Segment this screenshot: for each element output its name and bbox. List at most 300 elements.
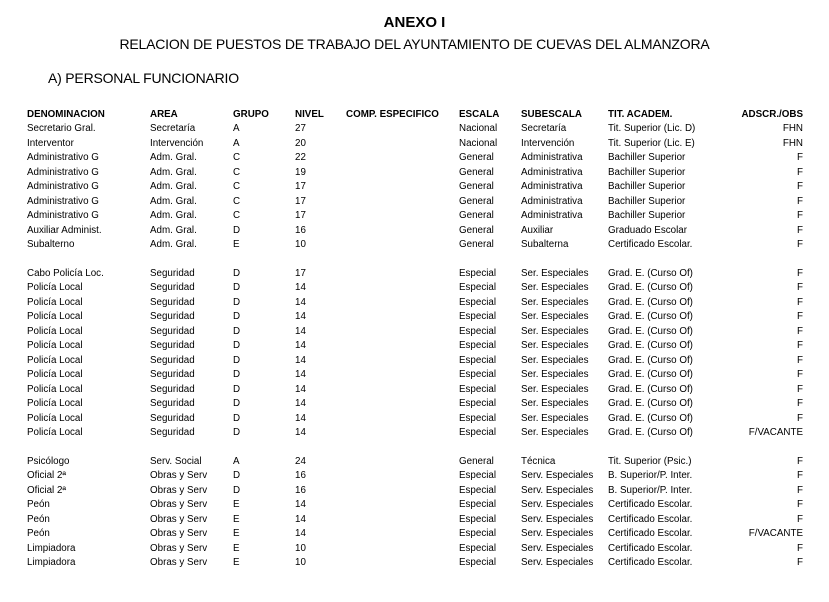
cell-adscr-obs: F <box>797 557 803 569</box>
cell-adscr-obs: F <box>797 455 803 467</box>
cell-tit-academ: Certificado Escolar. <box>608 239 693 251</box>
cell-denominacion: Policía Local <box>27 383 83 395</box>
separator-cell <box>27 253 803 267</box>
cell-escala: General <box>459 224 494 236</box>
cell-area: Serv. Social <box>150 455 202 467</box>
cell-nivel: 17 <box>295 210 306 222</box>
cell-area: Seguridad <box>150 354 195 366</box>
cell-denominacion: Policía Local <box>27 398 83 410</box>
cell-adscr-obs: F <box>797 267 803 279</box>
cell-adscr-obs: F/VACANTE <box>748 426 803 438</box>
cell-nivel: 17 <box>295 267 306 279</box>
cell-nivel: 17 <box>295 195 306 207</box>
cell-nivel: 16 <box>295 484 306 496</box>
cell-nivel: 14 <box>295 513 306 525</box>
cell-area: Seguridad <box>150 383 195 395</box>
group-separator <box>27 253 803 267</box>
cell-comp-especifico <box>346 166 459 180</box>
cell-escala: General <box>459 166 494 178</box>
cell-grupo: A <box>233 137 240 149</box>
cell-denominacion: Administrativo G <box>27 166 99 178</box>
table-row <box>27 180 803 194</box>
cell-denominacion: Policía Local <box>27 296 83 308</box>
cell-grupo: D <box>233 296 241 308</box>
cell-nivel: 14 <box>295 426 306 438</box>
cell-subescala: Ser. Especiales <box>521 267 589 279</box>
cell-tit-academ: Bachiller Superior <box>608 210 686 222</box>
table-row <box>27 527 803 541</box>
cell-tit-academ: Bachiller Superior <box>608 166 686 178</box>
cell-adscr-obs: F <box>797 210 803 222</box>
cell-tit-academ: Certificado Escolar. <box>608 499 693 511</box>
cell-subescala: Ser. Especiales <box>521 282 589 294</box>
cell-nivel: 14 <box>295 340 306 352</box>
cell-area: Obras y Serv <box>150 528 208 540</box>
cell-subescala: Ser. Especiales <box>521 296 589 308</box>
cell-area: Secretaría <box>150 123 196 135</box>
cell-grupo: A <box>233 123 240 135</box>
positions-table <box>27 108 803 570</box>
cell-escala: Especial <box>459 513 497 525</box>
cell-subescala: Ser. Especiales <box>521 412 589 424</box>
cell-grupo: D <box>233 398 241 410</box>
cell-area: Seguridad <box>150 426 195 438</box>
cell-adscr-obs: F <box>797 325 803 337</box>
cell-comp-especifico <box>346 296 459 310</box>
cell-area: Seguridad <box>150 267 195 279</box>
cell-escala: General <box>459 239 494 251</box>
cell-denominacion: Policía Local <box>27 354 83 366</box>
cell-area: Obras y Serv <box>150 470 208 482</box>
cell-nivel: 10 <box>295 542 306 554</box>
table-row <box>27 267 803 281</box>
cell-grupo: D <box>233 311 241 323</box>
table-row <box>27 556 803 570</box>
cell-grupo: D <box>233 354 241 366</box>
cell-area: Seguridad <box>150 325 195 337</box>
cell-comp-especifico <box>346 209 459 223</box>
cell-comp-especifico <box>346 383 459 397</box>
cell-comp-especifico <box>346 455 459 469</box>
cell-denominacion: Policía Local <box>27 426 83 438</box>
cell-adscr-obs: F <box>797 470 803 482</box>
cell-subescala: Serv. Especiales <box>521 513 594 525</box>
cell-subescala: Técnica <box>521 455 556 467</box>
cell-tit-academ: Certificado Escolar. <box>608 542 693 554</box>
cell-comp-especifico <box>346 224 459 238</box>
cell-comp-especifico <box>346 484 459 498</box>
cell-nivel: 14 <box>295 311 306 323</box>
cell-comp-especifico <box>346 281 459 295</box>
cell-nivel: 10 <box>295 239 306 251</box>
cell-grupo: C <box>233 166 241 178</box>
col-grupo: GRUPO <box>233 109 269 120</box>
cell-nivel: 10 <box>295 557 306 569</box>
cell-tit-academ: Grad. E. (Curso Of) <box>608 383 693 395</box>
cell-nivel: 14 <box>295 383 306 395</box>
table-row <box>27 195 803 209</box>
table-row <box>27 224 803 238</box>
cell-tit-academ: Certificado Escolar. <box>608 557 693 569</box>
separator-cell <box>27 440 803 454</box>
cell-nivel: 22 <box>295 152 306 164</box>
cell-subescala: Intervención <box>521 137 575 149</box>
cell-adscr-obs: F <box>797 152 803 164</box>
cell-denominacion: Secretario Gral. <box>27 123 96 135</box>
cell-escala: General <box>459 195 494 207</box>
cell-area: Adm. Gral. <box>150 224 197 236</box>
cell-grupo: E <box>233 528 240 540</box>
section-heading: A) PERSONAL FUNCIONARIO <box>48 70 239 86</box>
cell-denominacion: Peón <box>27 528 50 540</box>
cell-adscr-obs: F <box>797 195 803 207</box>
cell-grupo: D <box>233 426 241 438</box>
cell-comp-especifico <box>346 137 459 151</box>
table-row <box>27 209 803 223</box>
col-adscr-obs: ADSCR./OBS <box>741 109 803 120</box>
cell-tit-academ: Grad. E. (Curso Of) <box>608 426 693 438</box>
cell-area: Seguridad <box>150 282 195 294</box>
cell-tit-academ: Certificado Escolar. <box>608 528 693 540</box>
table-row <box>27 397 803 411</box>
table-row <box>27 542 803 556</box>
cell-comp-especifico <box>346 238 459 252</box>
cell-grupo: D <box>233 470 241 482</box>
cell-escala: Especial <box>459 398 497 410</box>
table-body <box>27 122 803 570</box>
cell-escala: General <box>459 181 494 193</box>
cell-escala: Especial <box>459 426 497 438</box>
col-denominacion: DENOMINACION <box>27 109 105 120</box>
cell-grupo: C <box>233 195 241 207</box>
cell-nivel: 14 <box>295 325 306 337</box>
cell-grupo: A <box>233 455 240 467</box>
cell-grupo: C <box>233 210 241 222</box>
cell-comp-especifico <box>346 325 459 339</box>
table-row <box>27 368 803 382</box>
cell-area: Obras y Serv <box>150 542 208 554</box>
col-nivel: NIVEL <box>295 109 324 120</box>
cell-comp-especifico <box>346 426 459 440</box>
table-row <box>27 513 803 527</box>
cell-grupo: D <box>233 267 241 279</box>
cell-adscr-obs: F <box>797 181 803 193</box>
cell-comp-especifico <box>346 195 459 209</box>
cell-grupo: E <box>233 239 240 251</box>
cell-nivel: 17 <box>295 181 306 193</box>
cell-comp-especifico <box>346 310 459 324</box>
col-area: AREA <box>150 109 178 120</box>
cell-adscr-obs: F <box>797 412 803 424</box>
cell-escala: Especial <box>459 296 497 308</box>
cell-denominacion: Administrativo G <box>27 195 99 207</box>
cell-area: Adm. Gral. <box>150 210 197 222</box>
cell-area: Seguridad <box>150 412 195 424</box>
cell-nivel: 14 <box>295 354 306 366</box>
cell-adscr-obs: F <box>797 542 803 554</box>
table-row <box>27 354 803 368</box>
cell-denominacion: Oficial 2ª <box>27 470 67 482</box>
table-row <box>27 455 803 469</box>
cell-adscr-obs: F <box>797 282 803 294</box>
cell-tit-academ: Grad. E. (Curso Of) <box>608 412 693 424</box>
cell-tit-academ: B. Superior/P. Inter. <box>608 470 693 482</box>
cell-area: Adm. Gral. <box>150 239 197 251</box>
cell-nivel: 14 <box>295 282 306 294</box>
cell-tit-academ: Tit. Superior (Psic.) <box>608 455 692 467</box>
table-row <box>27 339 803 353</box>
cell-grupo: C <box>233 152 241 164</box>
cell-denominacion: Limpiadora <box>27 557 76 569</box>
cell-subescala: Administrativa <box>521 210 583 222</box>
cell-escala: Especial <box>459 369 497 381</box>
cell-subescala: Ser. Especiales <box>521 325 589 337</box>
cell-grupo: C <box>233 181 241 193</box>
cell-subescala: Ser. Especiales <box>521 398 589 410</box>
cell-adscr-obs: FHN <box>782 137 803 149</box>
cell-escala: Especial <box>459 528 497 540</box>
cell-tit-academ: Grad. E. (Curso Of) <box>608 398 693 410</box>
cell-comp-especifico <box>346 397 459 411</box>
table-header-row <box>27 108 803 122</box>
cell-comp-especifico <box>346 180 459 194</box>
cell-denominacion: Limpiadora <box>27 542 76 554</box>
cell-tit-academ: Tit. Superior (Lic. D) <box>608 123 696 135</box>
cell-escala: Especial <box>459 542 497 554</box>
cell-tit-academ: Bachiller Superior <box>608 181 686 193</box>
cell-subescala: Serv. Especiales <box>521 542 594 554</box>
cell-subescala: Ser. Especiales <box>521 340 589 352</box>
cell-grupo: D <box>233 325 241 337</box>
cell-area: Seguridad <box>150 398 195 410</box>
cell-comp-especifico <box>346 368 459 382</box>
cell-adscr-obs: F <box>797 340 803 352</box>
cell-subescala: Serv. Especiales <box>521 499 594 511</box>
cell-subescala: Ser. Especiales <box>521 354 589 366</box>
cell-nivel: 19 <box>295 166 306 178</box>
cell-denominacion: Policía Local <box>27 340 83 352</box>
cell-comp-especifico <box>346 556 459 570</box>
cell-denominacion: Peón <box>27 513 50 525</box>
cell-subescala: Serv. Especiales <box>521 470 594 482</box>
cell-denominacion: Interventor <box>27 137 74 149</box>
cell-subescala: Ser. Especiales <box>521 311 589 323</box>
cell-area: Adm. Gral. <box>150 195 197 207</box>
cell-grupo: E <box>233 499 240 511</box>
cell-escala: Especial <box>459 282 497 294</box>
cell-nivel: 14 <box>295 369 306 381</box>
cell-tit-academ: Grad. E. (Curso Of) <box>608 354 693 366</box>
cell-escala: Especial <box>459 557 497 569</box>
cell-area: Obras y Serv <box>150 557 208 569</box>
cell-grupo: D <box>233 369 241 381</box>
cell-comp-especifico <box>346 498 459 512</box>
table-row <box>27 122 803 136</box>
cell-escala: Especial <box>459 325 497 337</box>
table-row <box>27 310 803 324</box>
cell-grupo: E <box>233 557 240 569</box>
cell-comp-especifico <box>346 527 459 541</box>
group-separator <box>27 440 803 454</box>
cell-nivel: 16 <box>295 224 306 236</box>
cell-grupo: E <box>233 513 240 525</box>
cell-subescala: Serv. Especiales <box>521 557 594 569</box>
cell-adscr-obs: F <box>797 239 803 251</box>
cell-subescala: Ser. Especiales <box>521 383 589 395</box>
cell-escala: Especial <box>459 311 497 323</box>
table-row <box>27 166 803 180</box>
cell-area: Obras y Serv <box>150 499 208 511</box>
cell-grupo: D <box>233 383 241 395</box>
cell-adscr-obs: F <box>797 166 803 178</box>
cell-subescala: Serv. Especiales <box>521 528 594 540</box>
cell-nivel: 14 <box>295 398 306 410</box>
cell-tit-academ: Bachiller Superior <box>608 152 686 164</box>
cell-comp-especifico <box>346 267 459 281</box>
cell-tit-academ: Tit. Superior (Lic. E) <box>608 137 695 149</box>
cell-adscr-obs: F <box>797 499 803 511</box>
cell-denominacion: Administrativo G <box>27 152 99 164</box>
cell-subescala: Ser. Especiales <box>521 426 589 438</box>
table-row <box>27 412 803 426</box>
col-tit-academ: TIT. ACADEM. <box>608 109 673 120</box>
cell-area: Seguridad <box>150 369 195 381</box>
table-row <box>27 238 803 252</box>
cell-grupo: D <box>233 484 241 496</box>
annex-title: ANEXO I <box>383 14 446 31</box>
col-subescala: SUBESCALA <box>521 109 582 120</box>
cell-nivel: 24 <box>295 455 306 467</box>
cell-comp-especifico <box>346 339 459 353</box>
cell-comp-especifico <box>346 542 459 556</box>
cell-grupo: D <box>233 412 241 424</box>
table-row <box>27 151 803 165</box>
cell-nivel: 20 <box>295 137 306 149</box>
cell-escala: Especial <box>459 354 497 366</box>
cell-escala: Especial <box>459 340 497 352</box>
table-row <box>27 296 803 310</box>
cell-area: Obras y Serv <box>150 484 208 496</box>
cell-grupo: D <box>233 282 241 294</box>
cell-escala: Especial <box>459 412 497 424</box>
cell-area: Seguridad <box>150 340 195 352</box>
cell-tit-academ: Grad. E. (Curso Of) <box>608 311 693 323</box>
cell-escala: General <box>459 210 494 222</box>
cell-denominacion: Policía Local <box>27 369 83 381</box>
cell-comp-especifico <box>346 354 459 368</box>
cell-area: Obras y Serv <box>150 513 208 525</box>
cell-area: Adm. Gral. <box>150 152 197 164</box>
cell-comp-especifico <box>346 469 459 483</box>
cell-tit-academ: Certificado Escolar. <box>608 513 693 525</box>
cell-denominacion: Policía Local <box>27 311 83 323</box>
cell-subescala: Administrativa <box>521 195 583 207</box>
cell-adscr-obs: F <box>797 224 803 236</box>
table-row <box>27 484 803 498</box>
cell-escala: Especial <box>459 470 497 482</box>
cell-tit-academ: Grad. E. (Curso Of) <box>608 267 693 279</box>
cell-grupo: D <box>233 224 241 236</box>
cell-subescala: Administrativa <box>521 152 583 164</box>
cell-nivel: 14 <box>295 499 306 511</box>
table-row <box>27 325 803 339</box>
cell-subescala: Administrativa <box>521 181 583 193</box>
cell-adscr-obs: F <box>797 513 803 525</box>
cell-tit-academ: Grad. E. (Curso Of) <box>608 296 693 308</box>
cell-nivel: 16 <box>295 470 306 482</box>
cell-comp-especifico <box>346 513 459 527</box>
cell-area: Intervención <box>150 137 204 149</box>
cell-tit-academ: Grad. E. (Curso Of) <box>608 369 693 381</box>
cell-denominacion: Oficial 2ª <box>27 484 67 496</box>
cell-escala: General <box>459 152 494 164</box>
cell-escala: General <box>459 455 494 467</box>
cell-subescala: Ser. Especiales <box>521 369 589 381</box>
cell-denominacion: Cabo Policía Loc. <box>27 267 104 279</box>
table-row <box>27 426 803 440</box>
col-escala: ESCALA <box>459 109 500 120</box>
document-title: RELACION DE PUESTOS DE TRABAJO DEL AYUNTAMIENTO DE CUEVAS DEL ALMANZORA <box>119 36 710 52</box>
col-comp-especifico: COMP. ESPECIFICO <box>346 109 439 120</box>
cell-comp-especifico <box>346 151 459 165</box>
cell-escala: Especial <box>459 383 497 395</box>
cell-subescala: Secretaría <box>521 123 567 135</box>
cell-escala: Especial <box>459 267 497 279</box>
cell-tit-academ: Bachiller Superior <box>608 195 686 207</box>
cell-denominacion: Policía Local <box>27 412 83 424</box>
cell-adscr-obs: FHN <box>782 123 803 135</box>
cell-denominacion: Policía Local <box>27 282 83 294</box>
cell-tit-academ: Grad. E. (Curso Of) <box>608 325 693 337</box>
cell-grupo: E <box>233 542 240 554</box>
cell-nivel: 14 <box>295 528 306 540</box>
cell-escala: Nacional <box>459 123 498 135</box>
cell-adscr-obs: F <box>797 354 803 366</box>
cell-subescala: Subalterna <box>521 239 569 251</box>
table-row <box>27 498 803 512</box>
table-row <box>27 383 803 397</box>
cell-denominacion: Administrativo G <box>27 210 99 222</box>
cell-denominacion: Psicólogo <box>27 455 70 467</box>
cell-adscr-obs: F <box>797 398 803 410</box>
cell-escala: Nacional <box>459 137 498 149</box>
cell-area: Adm. Gral. <box>150 181 197 193</box>
cell-adscr-obs: F <box>797 311 803 323</box>
cell-subescala: Administrativa <box>521 166 583 178</box>
cell-subescala: Auxiliar <box>521 224 554 236</box>
cell-denominacion: Policía Local <box>27 325 83 337</box>
cell-nivel: 27 <box>295 123 306 135</box>
cell-adscr-obs: F <box>797 383 803 395</box>
table-row <box>27 137 803 151</box>
cell-nivel: 14 <box>295 296 306 308</box>
cell-area: Seguridad <box>150 311 195 323</box>
cell-subescala: Serv. Especiales <box>521 484 594 496</box>
cell-nivel: 14 <box>295 412 306 424</box>
cell-adscr-obs: F <box>797 296 803 308</box>
cell-comp-especifico <box>346 122 459 136</box>
cell-area: Adm. Gral. <box>150 166 197 178</box>
cell-escala: Especial <box>459 499 497 511</box>
cell-denominacion: Administrativo G <box>27 181 99 193</box>
cell-tit-academ: Grad. E. (Curso Of) <box>608 340 693 352</box>
cell-tit-academ: Graduado Escolar <box>608 224 687 236</box>
cell-tit-academ: B. Superior/P. Inter. <box>608 484 693 496</box>
cell-area: Seguridad <box>150 296 195 308</box>
table-row <box>27 469 803 483</box>
cell-adscr-obs: F <box>797 369 803 381</box>
cell-escala: Especial <box>459 484 497 496</box>
